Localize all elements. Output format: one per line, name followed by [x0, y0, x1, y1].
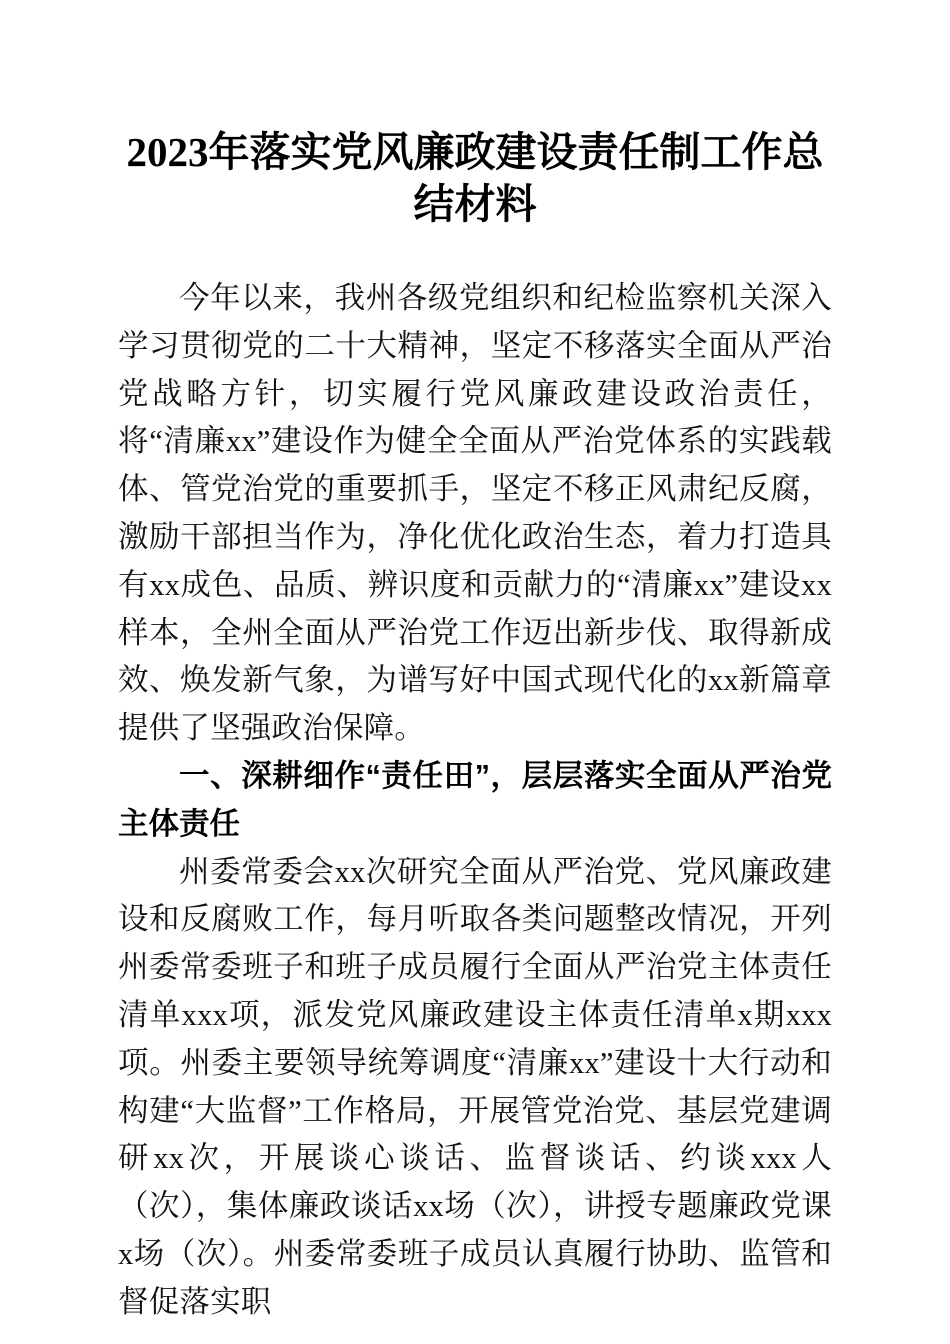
section-heading-1: 一、深耕细作“责任田”，层层落实全面从严治党主体责任 — [118, 758, 832, 841]
intro-paragraph: 今年以来，我州各级党组织和纪检监察机关深入学习贯彻党的二十大精神，坚定不移落实全面从严治党战略方针，切实履行党风廉政建设政治责任，将“清廉xx”建设作为健全全面从严治党体系的实践载体、管党治党的重要抓手，坚定不移正风肃纪反腐，激励干部担当作为，净化优化政治生态，着力打造具有xx成色、品质、辨识度和贡献力的“清廉xx”建设xx样本，全州全面从严治党工作迈出新步伐、取得新成效、焕发新气象，为谱写好中国式现代化的xx新篇章提供了坚强政治保障。 — [118, 281, 832, 746]
section-1-paragraph: 州委常委会xx次研究全面从严治党、党风廉政建设和反腐败工作，每月听取各类问题整改情况，开列州委常委班子和班子成员履行全面从严治党主体责任清单xxx项，派发党风廉政建设主体责任清单x期xxx项。州委主要领导统筹调度“清廉xx”建设十大行动和构建“大监督”工作格局，开展管党治党、基层党建调研xx次，开展谈心谈话、监督谈话、约谈xxx人（次），集体廉政谈话xx场（次），讲授专题廉政党课x场（次）。州委常委班子成员认真履行协助、监管和督促落实职 — [118, 854, 832, 1319]
document-content — [118, 0, 832, 1327]
document-title: 2023年落实党风廉政建设责任制工作总结材料 — [126, 129, 824, 227]
